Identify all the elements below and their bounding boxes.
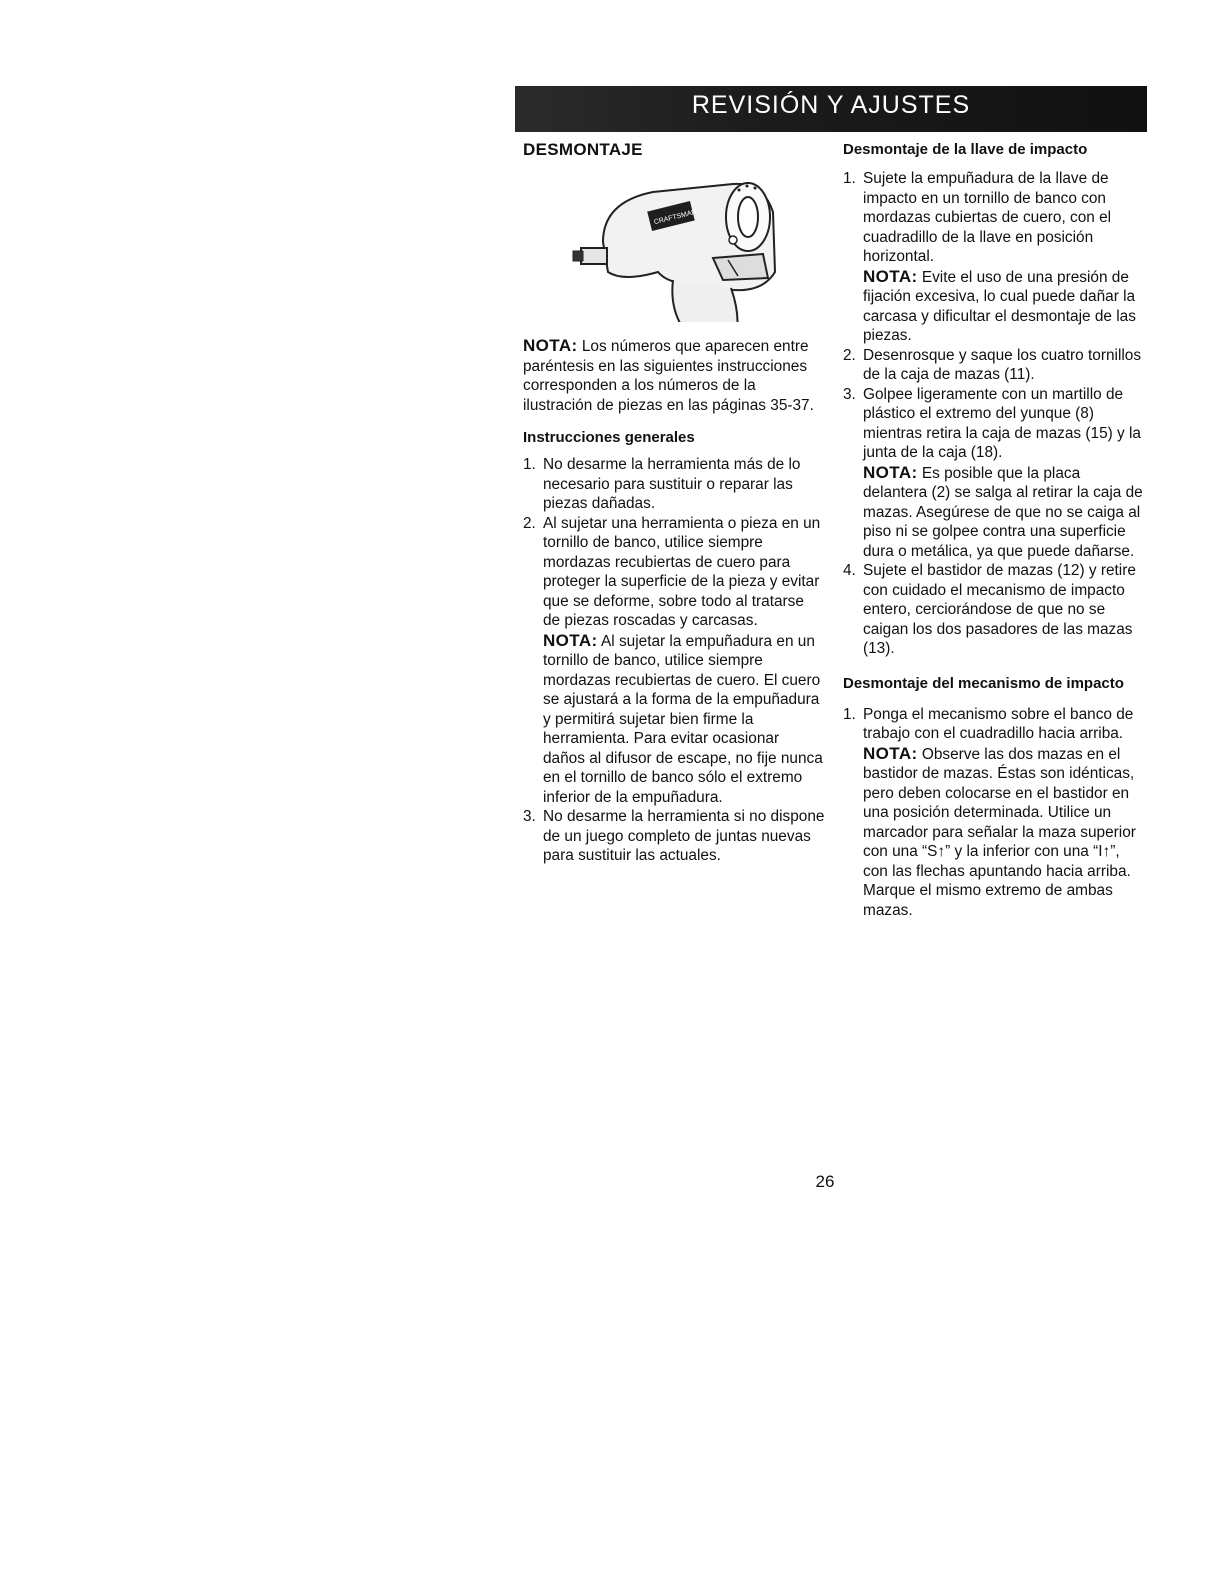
section-title: REVISIÓN Y AJUSTES	[691, 91, 971, 119]
item-text: Sujete el bastidor de mazas (12) y retire con cuidado el mecanismo de impacto entero, cerciorándose de que no se caigan los dos pasadores de las mazas (13).	[863, 562, 1136, 657]
right-column	[843, 136, 1143, 920]
item-text: Golpee ligeramente con un martillo de plástico el extremo del yunque (8) mientras retira la caja de mazas (15) y la junta de la caja (18).	[863, 385, 1141, 461]
list-item	[523, 455, 825, 514]
item-number: 1.	[843, 170, 856, 187]
item-number: 2.	[523, 514, 536, 532]
impact-wrench-illustration	[563, 172, 823, 322]
item-text: No desarme la herramienta si no dispone de un juego completo de juntas nuevas para sustituir las actuales.	[543, 808, 825, 864]
note-label: NOTA:	[523, 336, 578, 355]
general-instructions-list	[523, 455, 825, 866]
intro-note	[523, 336, 825, 415]
section-banner	[515, 86, 1147, 132]
item-number: 3.	[523, 808, 536, 825]
item-text: Al sujetar una herramienta o pieza en un tornillo de banco, utilice siempre mordazas recubiertas de cuero para proteger la superficie de la pieza y evitar que se deforme, sobre todo al tratarse de piezas roscadas y carcasas.	[543, 514, 821, 629]
item-text: No desarme la herramienta más de lo necesario para sustituir o reparar las piezas dañadas.	[543, 456, 801, 512]
brand-label: CRAFTSMAN	[653, 208, 698, 227]
mechanism-disassembly-list	[843, 705, 1143, 921]
note-label: NOTA:	[863, 462, 918, 482]
note-text: Es posible que la placa delantera (2) se salga al retirar la caja de mazas. Asegúrese de que no se caiga al piso ni se golpee contra una superficie dura o metálica, ya que puede dañarse.	[863, 464, 1143, 560]
mechanism-disassembly-heading: Desmontaje del mecanismo de impacto	[843, 674, 1124, 692]
item-number: 2.	[843, 346, 856, 364]
general-instructions-heading: Instrucciones generales	[523, 429, 695, 446]
item-number: 1.	[843, 705, 856, 723]
item-text: Desenrosque y saque los cuatro tornillos de la caja de mazas (11).	[863, 346, 1142, 383]
note-label: NOTA:	[543, 630, 598, 650]
note-text: Observe las dos mazas en el bastidor de mazas. Éstas son idénticas, pero deben colocarse en el bastidor en una posición determinada. Utilice un marcador para señalar la maza superior con una “S↑” y la inferior con una “I↑”, con las flechas apuntando hacia arriba. Marque el mismo extremo de ambas mazas.	[863, 745, 1136, 919]
note-text: Evite el uso de una presión de fijación excesiva, lo cual puede dañar la carcasa y dificultar el desmontaje de las piezas.	[863, 268, 1136, 344]
note-text: Al sujetar la empuñadura en un tornillo de banco, utilice siempre mordazas recubiertas de cuero. El cuero se ajustará a la forma de la empuñadura y permitirá sujetar bien firme la herramienta. Para evitar ocasionar daños al difusor de escape, no fije nunca en el tornillo de banco sólo el extremo inferior de la empuñadura.	[543, 632, 823, 806]
item-number: 1.	[523, 456, 536, 473]
list-item	[843, 385, 1143, 562]
item-text: Ponga el mecanismo sobre el banco de trabajo con el cuadradillo hacia arriba.	[863, 705, 1134, 742]
item-number: 4.	[843, 562, 856, 579]
list-item	[523, 514, 825, 808]
note-text: Los números que aparecen entre paréntesis en las siguientes instrucciones corresponden a los números de la ilustración de piezas en las páginas 35-37.	[523, 338, 814, 414]
left-column	[523, 136, 825, 866]
list-item	[523, 807, 825, 866]
wrench-disassembly-heading: Desmontaje de la llave de impacto	[843, 141, 1088, 158]
list-item	[843, 346, 1143, 385]
wrench-disassembly-list	[843, 169, 1143, 659]
page-number: 26	[815, 1172, 835, 1191]
list-item	[843, 169, 1143, 346]
item-text: Sujete la empuñadura de la llave de impacto en un tornillo de banco con mordazas cubiertas de cuero, con el cuadradillo de la llave en posición horizontal.	[863, 170, 1112, 265]
item-number: 3.	[843, 385, 856, 403]
note-label: NOTA:	[863, 266, 918, 286]
list-item	[843, 561, 1143, 659]
list-item	[843, 705, 1143, 921]
note-label: NOTA:	[863, 743, 918, 763]
disassembly-heading: DESMONTAJE	[523, 140, 643, 159]
